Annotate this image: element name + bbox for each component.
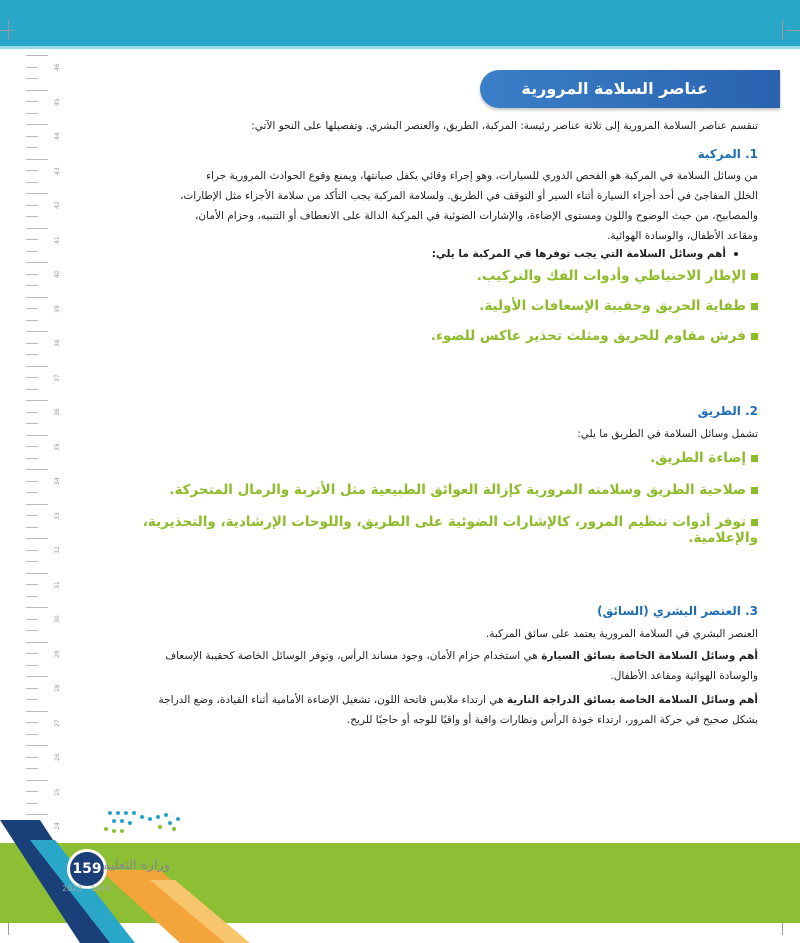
paragraph-line: الخلل المفاجئ في أحد أجزاء السيارة أثناء السير أو التوقف في الطريق. ولسلامة المركبة يجب التأكد من سلامة الأجزاء مثل الإطارات، [179, 190, 758, 202]
list-item-text: صلاحية الطريق وسلامته المرورية كإزالة العوائق الطبيعية مثل الأتربة والرمال المتحركة. [169, 482, 746, 498]
ruler-number: 34 [54, 477, 61, 485]
ruler-tick [26, 446, 38, 447]
list-item [78, 298, 758, 314]
ruler-tick [26, 481, 38, 482]
ruler-tick [26, 435, 48, 436]
ruler-tick [26, 343, 38, 344]
square-bullet-icon [751, 333, 758, 340]
ruler-tick [26, 688, 38, 689]
ruler-tick [26, 573, 48, 574]
ruler-tick [26, 400, 48, 401]
list-item-text: الإطار الاحتياطي وأدوات الفك والتركيب. [476, 268, 746, 284]
ministry-name: وزارة التعليم [102, 858, 171, 873]
ruler-tick [26, 113, 38, 114]
ruler-number: 31 [54, 580, 61, 589]
ruler-tick [26, 262, 48, 263]
ruler-number: 45 [54, 97, 61, 106]
bullet-item [78, 248, 758, 260]
paragraph-line: والمصابيح، من حيث الوضوح واللون ومستوى الإضاءة، والإشارات الضوئية في المركبة الدالة على الانعطاف أو التنبيه، وحزام الأمان، [195, 210, 758, 222]
ruler-tick [26, 527, 38, 528]
ruler-tick [26, 274, 38, 275]
bold-phrase: أهم وسائل السلامة الخاصة بسائق الدراجة النارية [506, 694, 758, 706]
list-item-text: إضاءة الطريق. [650, 450, 746, 466]
ruler-number: 43 [54, 166, 61, 175]
square-bullet-icon [751, 455, 758, 462]
ruler-tick [26, 124, 48, 125]
square-bullet-icon [751, 487, 758, 494]
ruler-number: 27 [54, 718, 61, 727]
ruler-tick [26, 193, 48, 194]
ruler-number: 41 [54, 235, 61, 244]
crop-mark [782, 20, 783, 40]
list-item [78, 450, 758, 466]
section-number: 1. [745, 147, 758, 161]
ruler-number: 40 [54, 270, 61, 278]
bullet-dot [734, 252, 738, 256]
page-number: 159 [67, 849, 107, 889]
bullet-text: أهم وسائل السلامة التي يجب توفرها في المركبة ما يلي: [431, 248, 726, 260]
paragraph-text: هي استخدام حزام الأمان، وجود مساند الرأس، وتوفر الوسائل الخاصة كحقيبة الإسعاف [165, 650, 542, 662]
ruler-number: 33 [54, 511, 61, 520]
ruler-tick [26, 665, 38, 666]
ruler-tick [26, 653, 38, 654]
ruler-tick [26, 251, 38, 252]
ruler-number: 24 [54, 822, 61, 830]
ruler-tick [26, 216, 38, 217]
section-number: 2. [745, 404, 758, 418]
ruler-tick [26, 757, 38, 758]
ruler-tick [26, 642, 48, 643]
ruler-tick [26, 745, 48, 746]
ruler-number: 28 [54, 684, 61, 692]
header-band-edge [0, 46, 800, 49]
ruler-tick [26, 55, 48, 56]
bold-phrase: أهم وسائل السلامة الخاصة بسائق السيارة [541, 650, 758, 662]
ruler-tick [26, 561, 38, 562]
ruler-tick [26, 492, 38, 493]
ruler-tick [26, 768, 38, 769]
list-item-text: طفاية الحريق وحقيبة الإسعافات الأولية. [479, 298, 746, 314]
square-bullet-icon [751, 303, 758, 310]
ruler-tick [26, 423, 38, 424]
ruler-tick [26, 711, 48, 712]
ruler-tick [26, 205, 38, 206]
ruler-tick [26, 320, 38, 321]
ruler-tick [26, 182, 38, 183]
ruler-tick [26, 377, 38, 378]
ruler-number: 42 [54, 201, 61, 209]
ruler-tick [26, 78, 38, 79]
ruler-number: 46 [54, 63, 61, 71]
ruler-number: 44 [54, 132, 61, 140]
paragraph-line [78, 690, 758, 710]
paragraph-text: هي ارتداء ملابس فاتحة اللون، تشغيل الإضاءة الأمامية أثناء القيادة، وضع الدراجة [158, 694, 507, 706]
ruler-tick [26, 331, 48, 332]
ruler-tick [26, 389, 38, 390]
page-title: عناصر السلامة المرورية [521, 79, 708, 98]
ruler-tick [26, 584, 38, 585]
ruler-tick [26, 699, 38, 700]
ruler-tick [26, 791, 38, 792]
section-heading-road [78, 404, 758, 418]
ruler-tick [26, 159, 48, 160]
ruler-tick [26, 366, 48, 367]
ruler-number: 36 [54, 408, 61, 416]
section-number: 3. [745, 604, 758, 618]
ruler-number: 26 [54, 753, 61, 761]
ruler-number: 25 [54, 787, 61, 796]
ruler-tick [26, 412, 38, 413]
paragraph-line: العنصر البشري في السلامة المرورية يعتمد على سائق المركبة. [485, 628, 758, 640]
ruler-tick [26, 619, 38, 620]
list-item [78, 328, 758, 344]
ruler-number: 38 [54, 339, 61, 347]
section-title: العنصر البشري (السائق) [597, 604, 741, 618]
ruler-tick [26, 308, 38, 309]
ruler-tick [26, 136, 38, 137]
list-item [78, 268, 758, 284]
ruler-tick [26, 67, 38, 68]
ruler-tick [26, 734, 38, 735]
section-heading-human [78, 604, 758, 618]
crop-mark [0, 30, 14, 31]
paragraph-line: من وسائل السلامة في المركبة هو الفحص الدوري للسيارات، وهو إجراء وقائي يكفل صيانتها، ويمنع وقوع الحوادث المرورية جراء [206, 170, 758, 182]
ruler-tick [26, 504, 48, 505]
ruler-tick [26, 90, 48, 91]
ruler-tick [26, 147, 38, 148]
ruler-tick [26, 780, 48, 781]
ruler-tick [26, 722, 38, 723]
section-title: الطريق [697, 404, 741, 418]
list-item [78, 514, 758, 546]
ruler-tick [26, 239, 38, 240]
paragraph-line: تشمل وسائل السلامة في الطريق ما يلي: [577, 428, 758, 440]
crop-mark [786, 30, 800, 31]
dots-logo-icon [100, 805, 190, 845]
section-title: المركبة [697, 147, 741, 161]
ruler-tick [26, 354, 38, 355]
ruler-tick [26, 285, 38, 286]
paragraph-line [78, 646, 758, 666]
ruler-tick [26, 297, 48, 298]
ruler-tick [26, 228, 48, 229]
paragraph-line: ومقاعد الأطفال، والوسادة الهوائية. [607, 230, 758, 242]
square-bullet-icon [751, 273, 758, 280]
ruler-tick [26, 676, 48, 677]
ruler-tick [26, 630, 38, 631]
margin-ruler [26, 55, 66, 845]
square-bullet-icon [751, 519, 758, 526]
ruler-number: 37 [54, 373, 61, 382]
ruler-number: 39 [54, 304, 61, 313]
ruler-tick [26, 596, 38, 597]
paragraph-line: والوسادة الهوائية ومقاعد الأطفال. [610, 670, 758, 682]
ruler-tick [26, 607, 48, 608]
section-heading-vehicle [78, 147, 758, 161]
list-item-text: توفر أدوات تنظيم المرور، كالإشارات الضوئية على الطريق، واللوحات الإرشادية، والتحذيرية، والإعلامية. [142, 514, 758, 546]
paragraph-line: بشكل صحيح في حركة المرور، ارتداء خوذة الرأس ونظارات واقية أو واقيًا للوجه أو حاجبًا للريح. [346, 714, 758, 726]
ruler-number: 30 [54, 615, 61, 623]
intro-text: تنقسم عناصر السلامة المرورية إلى ثلاثة عناصر رئيسة: المركبة، الطريق، والعنصر البشري. وتفصيلها على النحو الآتي: [251, 120, 758, 132]
ruler-tick [26, 458, 38, 459]
ruler-tick [26, 101, 38, 102]
ruler-tick [26, 515, 38, 516]
ruler-number: 32 [54, 546, 61, 554]
ruler-tick [26, 469, 48, 470]
ruler-tick [26, 538, 48, 539]
list-item-text: فرش مقاوم للحريق ومثلث تحذير عاكس للضوء. [430, 328, 746, 344]
header-band [0, 0, 800, 46]
list-item [78, 482, 758, 498]
ruler-number: 29 [54, 649, 61, 658]
ruler-tick [26, 550, 38, 551]
edition-year: 2023 - 1444 [62, 884, 111, 893]
ruler-number: 35 [54, 442, 61, 451]
ruler-tick [26, 170, 38, 171]
